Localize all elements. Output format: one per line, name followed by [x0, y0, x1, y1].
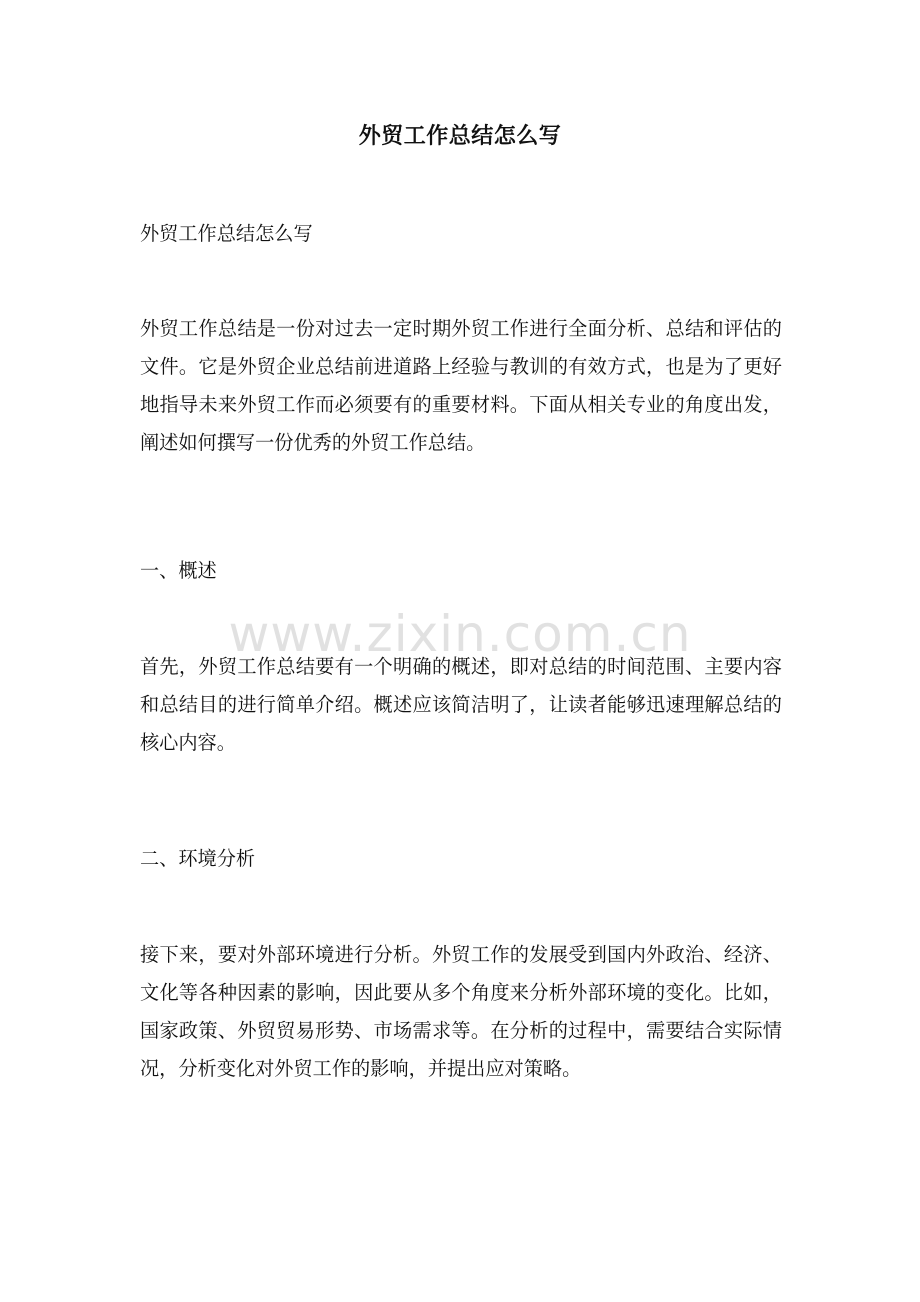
intro-paragraph: 外贸工作总结是一份对过去一定时期外贸工作进行全面分析、总结和评估的文件。它是外贸企业总结前进道路上经验与教训的有效方式，也是为了更好地指导未来外贸工作而必须要有的重要材料。下面从相关专业的角度出发，阐述如何撰写一份优秀的外贸工作总结。 — [140, 317, 782, 454]
document-subtitle: 外贸工作总结怎么写 — [140, 222, 313, 245]
document-title: 外贸工作总结怎么写 — [358, 123, 562, 149]
watermark: www.zixin.com.cn — [228, 605, 692, 663]
section-heading-overview: 一、概述 — [140, 559, 217, 582]
environment-paragraph: 接下来，要对外部环境进行分析。外贸工作的发展受到国内外政治、经济、文化等各种因素的影响，因此要从多个角度来分析外部环境的变化。比如，国家政策、外贸贸易形势、市场需求等。在分析的过程中，需要结合实际情况，分析变化对外贸工作的影响，并提出应对策略。 — [140, 943, 782, 1080]
section-heading-environment: 二、环境分析 — [140, 847, 256, 870]
overview-paragraph: 首先，外贸工作总结要有一个明确的概述，即对总结的时间范围、主要内容和总结目的进行简单介绍。概述应该简洁明了，让读者能够迅速理解总结的核心内容。 — [140, 655, 782, 754]
